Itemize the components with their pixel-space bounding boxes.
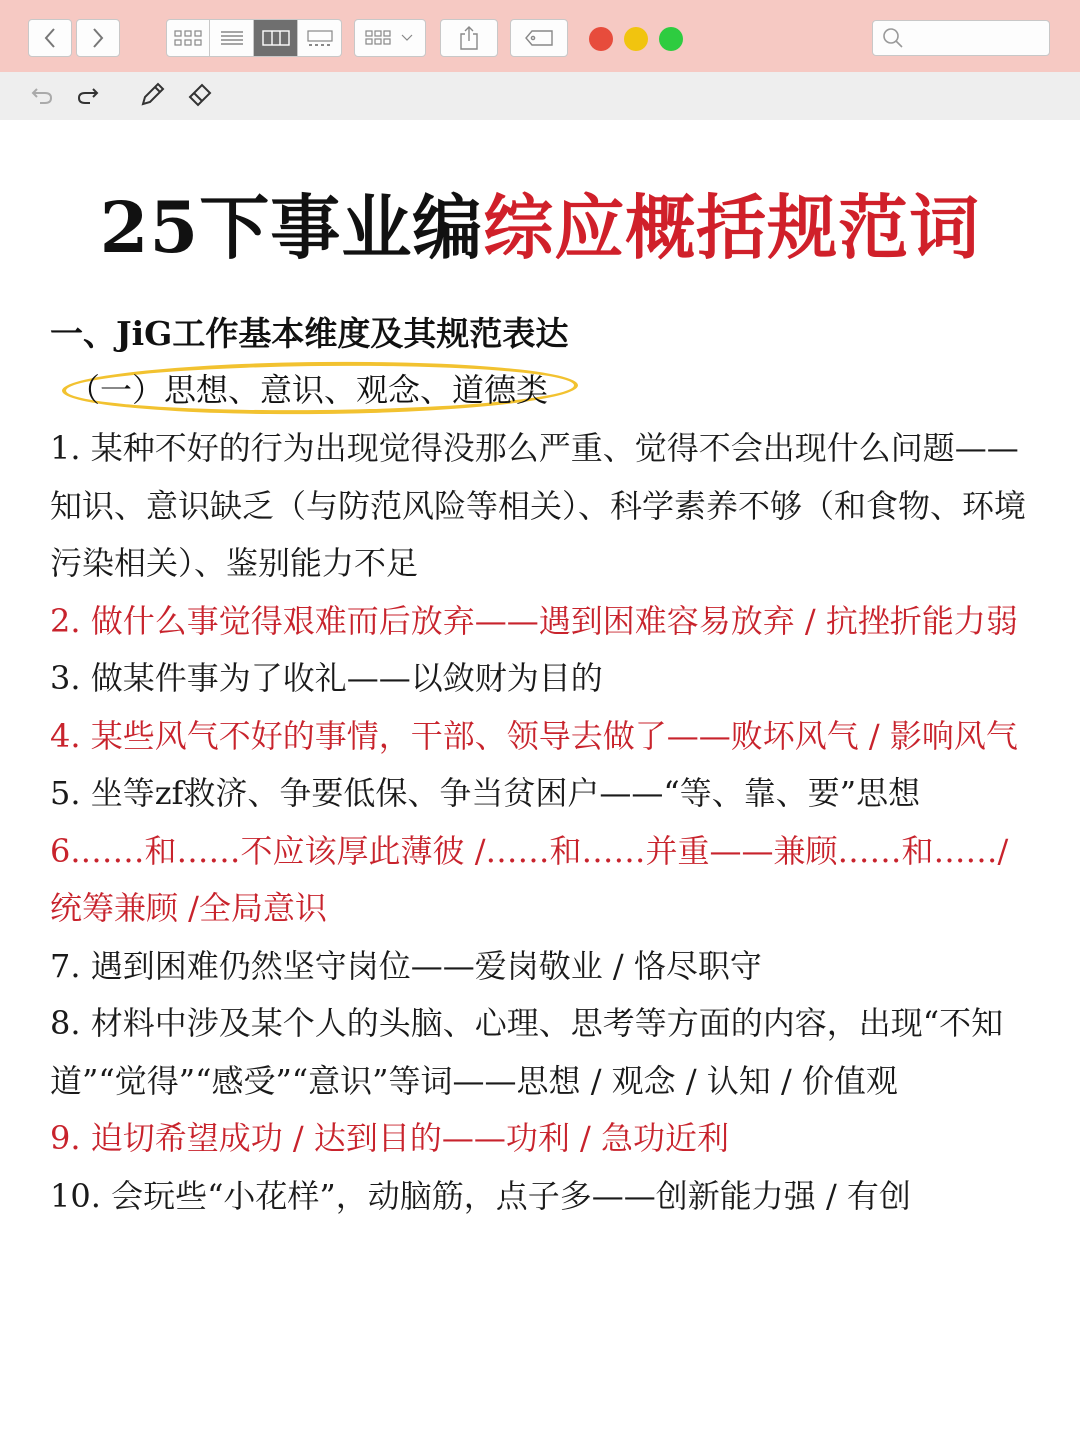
document-title — [0, 172, 1080, 273]
group-by-button[interactable] — [354, 19, 426, 57]
share-button[interactable] — [440, 19, 498, 57]
back-icon — [43, 27, 57, 49]
tag-icon — [524, 29, 554, 47]
list-view-icon — [220, 29, 244, 47]
title-black-part: 25下事业编 — [99, 186, 484, 269]
search-icon — [881, 26, 905, 50]
window-maximize-button[interactable] — [659, 27, 683, 51]
item-list — [50, 420, 1040, 1225]
tag-button[interactable] — [510, 19, 568, 57]
section-heading: 一、JiG工作基本维度及其规范表达 — [50, 314, 569, 353]
gallery-view-icon — [306, 29, 334, 47]
undo-icon[interactable] — [28, 80, 58, 110]
list-item-4: 4. 某些风气不好的事情，干部、领导去做了——败坏风气 / 影响风气 — [50, 716, 1018, 755]
list-item-8: 8. 材料中涉及某个人的头脑、心理、思考等方面的内容，出现“不知道”“觉得”“感受”“意识”等词——思想 / 观念 / 认知 / 价值观 — [50, 1004, 1004, 1100]
list-view-button[interactable] — [210, 19, 254, 57]
list-item-2: 2. 做什么事觉得艰难而后放弃——遇到困难容易放弃 / 抗挫折能力弱 — [50, 601, 1018, 640]
redo-icon[interactable] — [72, 80, 102, 110]
view-mode-segmented-control — [166, 19, 342, 57]
window-titlebar — [0, 0, 1080, 73]
eraser-icon[interactable] — [185, 80, 215, 110]
subsection-heading: （一）思想、意识、观念、道德类 — [68, 371, 549, 409]
grid-view-icon — [174, 29, 202, 47]
list-item-6: 6.……和……不应该厚此薄彼 /……和……并重——兼顾……和……/ 统筹兼顾 /全局意识 — [50, 831, 1009, 927]
grid-view-button[interactable] — [166, 19, 210, 57]
list-item-3: 3. 做某件事为了收礼——以敛财为目的 — [50, 659, 603, 697]
title-red-part: 综应概括规范词 — [483, 186, 981, 269]
back-button[interactable] — [28, 19, 72, 57]
gallery-view-button[interactable] — [298, 19, 342, 57]
list-item-5: 5. 坐等zf救济、争要低保、争当贫困户——“等、靠、要”思想 — [50, 774, 921, 812]
search-field[interactable] — [872, 20, 1050, 56]
list-item-10: 10. 会玩些“小花样”，动脑筋，点子多——创新能力强 / 有创 — [50, 1176, 911, 1215]
group-icon — [364, 29, 416, 47]
pencil-icon[interactable] — [137, 80, 167, 110]
window-minimize-button[interactable] — [624, 27, 648, 51]
column-view-icon — [262, 29, 290, 47]
share-icon — [458, 25, 480, 51]
list-item-1: 1. 某种不好的行为出现觉得没那么严重、觉得不会出现什么问题——知识、意识缺乏（与防范风险等相关）、科学素养不够（和食物、环境污染相关）、鉴别能力不足 — [50, 429, 1027, 582]
list-item-9: 9. 迫切希望成功 / 达到目的——功利 / 急功近利 — [50, 1119, 729, 1157]
column-view-button[interactable] — [254, 19, 298, 57]
forward-icon — [91, 27, 105, 49]
forward-button[interactable] — [76, 19, 120, 57]
window-close-button[interactable] — [589, 27, 613, 51]
list-item-7: 7. 遇到困难仍然坚守岗位——爱岗敬业 / 恪尽职守 — [50, 946, 762, 985]
